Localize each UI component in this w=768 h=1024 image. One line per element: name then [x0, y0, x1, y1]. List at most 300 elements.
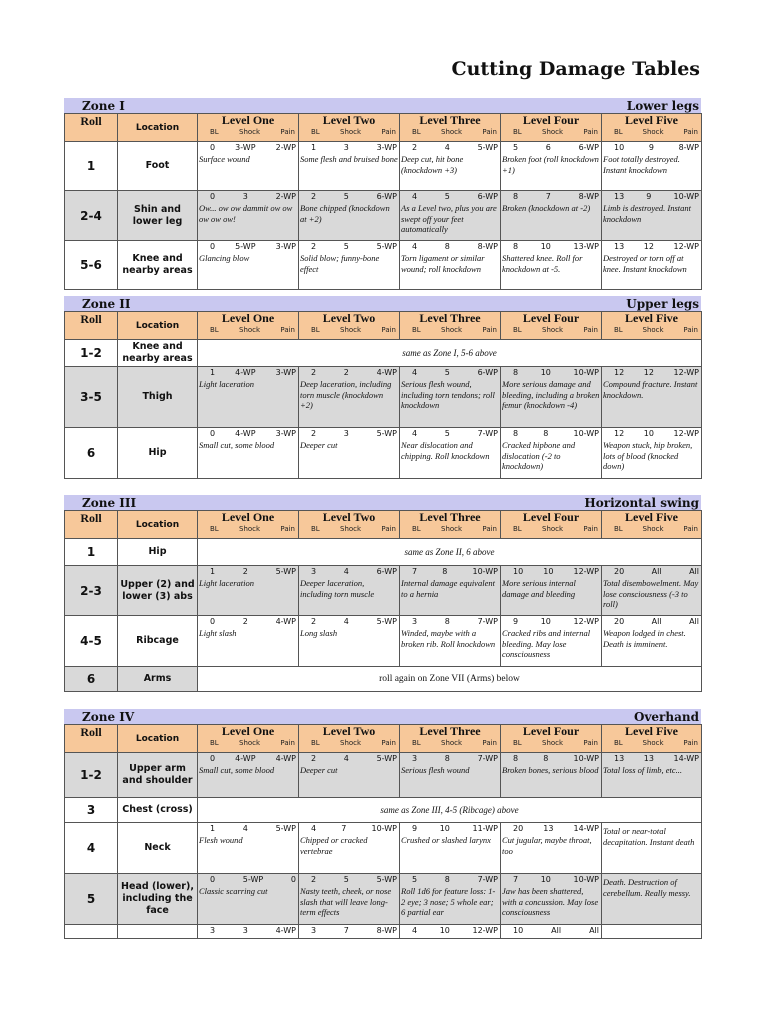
roll-header: Roll: [65, 725, 118, 753]
same-as-note: roll again on Zone VII (Arms) below: [198, 667, 702, 692]
level-name: Level Five: [625, 510, 678, 524]
effect-description: Long slash: [300, 628, 338, 638]
bl-value: 7: [513, 875, 519, 884]
level-name: Level One: [221, 311, 275, 325]
location-header: Location: [118, 511, 198, 539]
table-row: [65, 191, 702, 241]
bl-value: 8: [513, 192, 519, 201]
pain-value: 5-WP: [376, 617, 397, 626]
level-values: [602, 753, 701, 763]
level-header: [400, 114, 501, 142]
level-values: [198, 566, 298, 576]
zone-name: Zone IV: [82, 709, 135, 724]
level-cell: [299, 191, 400, 241]
pain-value: 3-WP: [275, 242, 296, 251]
bl-value: 3: [311, 926, 317, 935]
subheader-label: BL: [513, 128, 522, 136]
level-cell: [299, 428, 400, 479]
table-row: [65, 428, 702, 479]
same-as-note: same as Zone III, 4-5 (Ribcage) above: [198, 798, 702, 823]
bl-value: 4: [412, 242, 418, 251]
subheader-label: BL: [614, 128, 623, 136]
effect-description: [198, 935, 298, 937]
pain-value: 5-WP: [275, 567, 296, 576]
level-name: Level Five: [625, 113, 678, 127]
shock-value: 3-WP: [235, 143, 256, 152]
subheader-label: BL: [513, 326, 522, 334]
pain-value: 12-WP: [673, 429, 699, 438]
level-values: [602, 191, 701, 201]
level-cell: [198, 753, 299, 798]
shock-value: 13: [643, 754, 654, 763]
level-subheader: [602, 127, 701, 137]
level-name: Level Two: [322, 724, 376, 738]
level-cell: [400, 823, 501, 874]
location-cell: Upper arm and shoulder: [118, 753, 198, 798]
level-header: [400, 725, 501, 753]
pain-value: 12-WP: [573, 567, 599, 576]
level-name: Level Two: [322, 311, 376, 325]
effect-description: Internal damage equivalent to a hernia: [401, 578, 495, 599]
level-values: [501, 616, 601, 626]
subheader-label: Pain: [482, 739, 497, 747]
level-cell: [602, 874, 702, 925]
subheader-label: Pain: [482, 128, 497, 136]
zone-header: [64, 495, 701, 510]
roll-cell: 1: [65, 539, 118, 566]
level-name: Level Five: [625, 724, 678, 738]
level-subheader: [198, 127, 298, 137]
level-values: [299, 566, 399, 576]
shock-value: 2: [343, 368, 349, 377]
subheader-label: BL: [311, 739, 320, 747]
shock-value: 8: [444, 754, 450, 763]
shock-value: 10: [540, 617, 551, 626]
bl-value: 12: [614, 368, 625, 377]
bl-value: 1: [311, 143, 317, 152]
level-cell: [400, 874, 501, 925]
roll-cell: 4: [65, 823, 118, 874]
subheader-label: Shock: [542, 525, 564, 533]
pain-value: 8-WP: [376, 926, 397, 935]
level-cell: [198, 616, 299, 667]
level-values: [198, 241, 298, 251]
subheader-label: BL: [311, 525, 320, 533]
level-cell: [501, 823, 602, 874]
level-name: Level Three: [419, 311, 481, 325]
shock-value: 9: [648, 143, 654, 152]
pain-value: 12-WP: [673, 368, 699, 377]
location-cell: Knee and nearby areas: [118, 241, 198, 290]
subheader-label: Pain: [381, 525, 396, 533]
pain-value: 5-WP: [376, 242, 397, 251]
level-cell: [198, 428, 299, 479]
pain-value: 6-WP: [477, 192, 498, 201]
level-cell: [198, 566, 299, 616]
level-cell: [501, 241, 602, 290]
subheader-label: Shock: [239, 326, 261, 334]
pain-value: 2-WP: [275, 143, 296, 152]
subheader-label: Shock: [542, 739, 564, 747]
location-header: Location: [118, 312, 198, 340]
shock-value: 10: [439, 926, 450, 935]
level-subheader: [400, 127, 500, 137]
shock-value: 5: [343, 242, 349, 251]
level-cell: [299, 241, 400, 290]
location-cell: Upper (2) and lower (3) abs: [118, 566, 198, 616]
subheader-label: Shock: [441, 128, 463, 136]
level-values: [400, 616, 500, 626]
table-row: [65, 539, 702, 566]
roll-cell: 2-4: [65, 191, 118, 241]
level-cell: [602, 428, 702, 479]
level-cell: [198, 241, 299, 290]
level-subheader: [602, 524, 701, 534]
level-values: [198, 925, 298, 935]
bl-value: 2: [412, 143, 418, 152]
bl-value: 10: [513, 567, 524, 576]
level-cell: [198, 823, 299, 874]
level-subheader: [400, 524, 500, 534]
level-header: [602, 312, 702, 340]
effect-description: Roll 1d6 for feature loss: 1-2 eye; 3 nose; 5 whole ear; 6 partial ear: [401, 886, 496, 917]
location-cell: Shin and lower leg: [118, 191, 198, 241]
location-header: Location: [118, 725, 198, 753]
level-values: [501, 241, 601, 251]
level-values: [501, 874, 601, 884]
subheader-label: Shock: [642, 739, 664, 747]
zone-area: Lower legs: [626, 98, 699, 113]
level-values: [400, 142, 500, 152]
level-values: [299, 823, 399, 833]
roll-cell: 1-2: [65, 753, 118, 798]
shock-value: 4-WP: [235, 429, 256, 438]
level-values: [198, 367, 298, 377]
effect-description: Small cut, some blood: [199, 440, 275, 450]
effect-description: More serious internal damage and bleeding: [502, 578, 576, 599]
level-header: [400, 312, 501, 340]
pain-value: 2-WP: [275, 192, 296, 201]
level-header: [602, 511, 702, 539]
level-cell: [602, 241, 702, 290]
bl-value: 1: [210, 368, 216, 377]
level-values: [400, 925, 500, 935]
shock-value: 3: [242, 926, 248, 935]
level-values: [501, 925, 601, 935]
effect-description: Some flesh and bruised bone: [300, 154, 398, 164]
subheader-label: BL: [513, 739, 522, 747]
subheader-label: BL: [210, 128, 219, 136]
level-values: [400, 823, 500, 833]
roll-cell: 1: [65, 142, 118, 191]
subheader-label: BL: [311, 128, 320, 136]
shock-value: 4-WP: [235, 368, 256, 377]
header-row: [65, 312, 702, 340]
level-subheader: [501, 524, 601, 534]
bl-value: 5: [513, 143, 519, 152]
level-cell: [198, 142, 299, 191]
effect-description: Weapon stuck, hip broken, lots of blood (knocked down): [603, 440, 693, 471]
bl-value: 5: [412, 875, 418, 884]
subheader-label: BL: [210, 525, 219, 533]
level-values: [501, 142, 601, 152]
level-cell: [299, 823, 400, 874]
pain-value: 12-WP: [573, 617, 599, 626]
bl-value: 8: [513, 242, 519, 251]
roll-cell: 5: [65, 874, 118, 925]
level-header: [198, 511, 299, 539]
bl-value: 8: [513, 429, 519, 438]
pain-value: 7-WP: [477, 875, 498, 884]
shock-value: 4: [343, 567, 349, 576]
level-cell: [501, 428, 602, 479]
effect-description: Deeper laceration, including torn muscle: [300, 578, 375, 599]
subheader-label: Pain: [583, 128, 598, 136]
effect-description: Light laceration: [199, 379, 255, 389]
table-row: [65, 667, 702, 692]
roll-cell: 1-2: [65, 340, 118, 367]
shock-value: 4: [242, 824, 248, 833]
level-subheader: [198, 738, 298, 748]
subheader-label: Pain: [381, 326, 396, 334]
zone-iv: [64, 709, 701, 939]
bl-value: 7: [412, 567, 418, 576]
level-cell: [400, 753, 501, 798]
subheader-label: Shock: [340, 326, 362, 334]
level-values: [501, 753, 601, 763]
level-values: [501, 191, 601, 201]
zone-ii: [64, 296, 701, 479]
bl-value: 0: [210, 143, 216, 152]
table-row: [65, 566, 702, 616]
location-header: Location: [118, 114, 198, 142]
level-values: [198, 616, 298, 626]
page-title: Cutting Damage Tables: [451, 58, 700, 80]
effect-description: Torn ligament or similar wound; roll knockdown: [401, 253, 485, 274]
level-values: [198, 191, 298, 201]
bl-value: 9: [412, 824, 418, 833]
effect-description: Shattered knee. Roll for knockdown at -5.: [502, 253, 583, 274]
bl-value: 0: [210, 429, 216, 438]
bl-value: 2: [311, 617, 317, 626]
effect-description: Winded, maybe with a broken rib. Roll knockdown: [401, 628, 496, 649]
location-cell: Hip: [118, 428, 198, 479]
shock-value: 2: [242, 567, 248, 576]
header-row: [65, 725, 702, 753]
subheader-label: BL: [513, 525, 522, 533]
subheader-label: BL: [311, 326, 320, 334]
pain-value: 5-WP: [376, 429, 397, 438]
subheader-label: BL: [412, 128, 421, 136]
pain-value: 6-WP: [376, 567, 397, 576]
header-row: [65, 511, 702, 539]
level-header: [501, 114, 602, 142]
level-cell: [299, 925, 400, 939]
subheader-label: BL: [412, 326, 421, 334]
shock-value: 7: [343, 926, 349, 935]
level-cell: [501, 191, 602, 241]
level-values: [198, 823, 298, 833]
shock-value: 8: [543, 754, 549, 763]
zone-name: Zone I: [82, 98, 125, 113]
pain-value: 5-WP: [275, 824, 296, 833]
pain-value: 4-WP: [376, 368, 397, 377]
level-values: [299, 428, 399, 438]
location-cell: Chest (cross): [118, 798, 198, 823]
level-subheader: [501, 325, 601, 335]
subheader-label: Shock: [441, 326, 463, 334]
level-cell: [400, 616, 501, 667]
subheader-label: Shock: [642, 326, 664, 334]
subheader-label: Pain: [482, 525, 497, 533]
shock-value: 10: [643, 429, 654, 438]
level-values: [602, 142, 701, 152]
bl-value: 13: [614, 754, 625, 763]
effect-description: Broken foot (roll knockdown +1): [502, 154, 599, 175]
subheader-label: Shock: [441, 739, 463, 747]
roll-header: Roll: [65, 312, 118, 340]
effect-description: More serious damage and bleeding, including a broken femur (knockdown -4): [502, 379, 600, 410]
effect-description: Near dislocation and chipping. Roll knockdown: [401, 440, 490, 461]
effect-description: Total loss of limb, etc...: [603, 765, 683, 775]
effect-description: Deep laceration, including torn muscle (knockdown +2): [300, 379, 392, 410]
level-header: [602, 725, 702, 753]
subheader-label: BL: [614, 739, 623, 747]
level-header: [501, 511, 602, 539]
bl-value: 20: [614, 567, 625, 576]
level-cell: [602, 566, 702, 616]
bl-value: 10: [513, 926, 524, 935]
subheader-label: Pain: [583, 525, 598, 533]
effect-description: Small cut, some blood: [199, 765, 275, 775]
level-values: [299, 142, 399, 152]
shock-value: 5: [444, 429, 450, 438]
subheader-label: Shock: [542, 326, 564, 334]
bl-value: 12: [614, 429, 625, 438]
pain-value: 4-WP: [275, 617, 296, 626]
shock-value: 4: [343, 617, 349, 626]
shock-value: 8: [444, 242, 450, 251]
zone-area: Upper legs: [626, 296, 699, 311]
bl-value: 2: [311, 192, 317, 201]
pain-value: 10-WP: [673, 192, 699, 201]
subheader-label: BL: [614, 326, 623, 334]
bl-value: 4: [412, 926, 418, 935]
damage-table: [64, 510, 702, 692]
shock-value: 4: [444, 143, 450, 152]
level-header: [198, 312, 299, 340]
bl-value: 8: [513, 368, 519, 377]
subheader-label: Shock: [340, 525, 362, 533]
level-values: [198, 753, 298, 763]
level-cell: [501, 367, 602, 428]
zone-header: [64, 709, 701, 724]
subheader-label: Shock: [441, 525, 463, 533]
shock-value: 10: [439, 824, 450, 833]
level-cell: [602, 753, 702, 798]
level-values: [400, 367, 500, 377]
effect-description: Jaw has been shattered, with a concussion. May lose consciousness: [502, 886, 599, 917]
table-row: [65, 367, 702, 428]
level-cell: [400, 367, 501, 428]
bl-value: 2: [311, 875, 317, 884]
level-header: [198, 114, 299, 142]
effect-description: Total or near-total decapitation. Instant death: [603, 826, 695, 847]
bl-value: 9: [513, 617, 519, 626]
level-name: Level Four: [522, 113, 580, 127]
location-cell: Thigh: [118, 367, 198, 428]
shock-value: 5: [343, 192, 349, 201]
shock-value: 2: [242, 617, 248, 626]
subheader-label: Pain: [381, 128, 396, 136]
roll-header: Roll: [65, 114, 118, 142]
level-values: [299, 874, 399, 884]
shock-value: 5-WP: [242, 875, 264, 884]
level-cell: [501, 142, 602, 191]
level-name: Level Four: [522, 510, 580, 524]
bl-value: 3: [210, 926, 216, 935]
table-row: [65, 798, 702, 823]
level-values: [299, 191, 399, 201]
level-cell: [602, 142, 702, 191]
effect-description: As a Level two, plus you are swept off your feet automatically: [401, 203, 497, 234]
level-values: [400, 428, 500, 438]
level-cell: [400, 428, 501, 479]
bl-value: 3: [412, 754, 418, 763]
bl-value: 4: [412, 429, 418, 438]
shock-value: 4-WP: [235, 754, 256, 763]
zone-area: Horizontal swing: [584, 495, 699, 510]
pain-value: 13-WP: [573, 242, 599, 251]
pain-value: 10-WP: [573, 368, 599, 377]
level-header: [299, 312, 400, 340]
damage-table: [64, 724, 702, 939]
level-cell: [501, 616, 602, 667]
effect-description: Broken bones, serious blood: [502, 765, 599, 775]
bl-value: 2: [311, 368, 317, 377]
location-cell: Foot: [118, 142, 198, 191]
shock-value: 13: [543, 824, 554, 833]
bl-value: 2: [311, 429, 317, 438]
level-name: Level Three: [419, 113, 481, 127]
subheader-label: Pain: [583, 739, 598, 747]
zone-name: Zone II: [82, 296, 131, 311]
effect-description: Light laceration: [199, 578, 255, 588]
level-subheader: [299, 127, 399, 137]
shock-value: 8: [444, 617, 450, 626]
table-row: [65, 241, 702, 290]
pain-value: 4-WP: [275, 926, 296, 935]
bl-value: 8: [513, 754, 519, 763]
pain-value: 8-WP: [477, 242, 498, 251]
location-cell: Arms: [118, 667, 198, 692]
bl-value: 1: [210, 824, 216, 833]
subheader-label: Pain: [583, 326, 598, 334]
bl-value: 0: [210, 192, 216, 201]
effect-description: Deeper cut: [300, 440, 338, 450]
location-cell: [118, 925, 198, 939]
shock-value: 10: [540, 875, 551, 884]
shock-value: 8: [543, 429, 549, 438]
bl-value: 0: [210, 242, 216, 251]
table-row: [65, 616, 702, 667]
level-subheader: [299, 738, 399, 748]
pain-value: 8-WP: [678, 143, 699, 152]
shock-value: 12: [643, 242, 654, 251]
subheader-label: Shock: [239, 525, 261, 533]
level-name: Level Three: [419, 724, 481, 738]
level-cell: [501, 566, 602, 616]
